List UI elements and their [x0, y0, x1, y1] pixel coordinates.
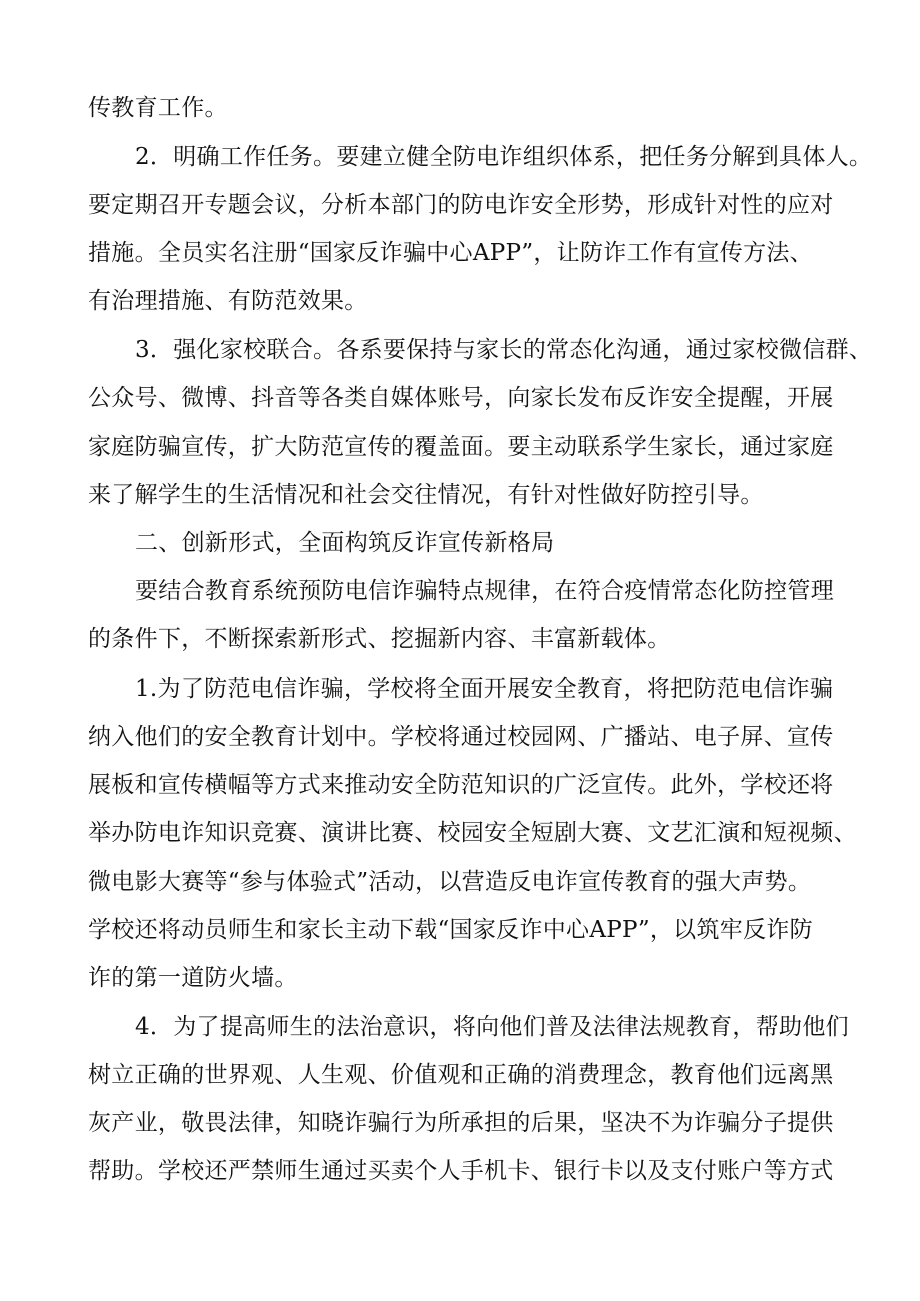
text-line: 来了解学生的生活情况和社会交往情况，有针对性做好防控引导。 — [88, 482, 764, 508]
text-line: 要定期召开专题会议，分析本部门的防电诈安全形势，形成针对性的应对 — [88, 192, 834, 218]
text-line: 灰产业，敬畏法律，知晓诈骗行为所承担的后果，坚决不为诈骗分子提供 — [88, 1110, 834, 1136]
section-heading: 二、创新形式，全面构筑反诈宣传新格局 — [135, 530, 555, 556]
text-line: 展板和宣传横幅等方式来推动安全防范知识的广泛宣传。此外，学校还将 — [88, 772, 834, 798]
text-line: 要结合教育系统预防电信诈骗特点规律，在符合疫情常态化防控管理 — [135, 578, 834, 604]
text-line: 有治理措施、有防范效果。 — [88, 288, 368, 314]
text-line: 树立正确的世界观、人生观、价值观和正确的消费理念，教育他们远离黑 — [88, 1062, 834, 1088]
text-line: 帮助。学校还严禁师生通过买卖个人手机卡、银行卡以及支付账户等方式 — [88, 1158, 834, 1184]
text-line: 2．明确工作任务。要建立健全防电诈组织体系，把任务分解到具体人。 — [135, 144, 873, 170]
text-line: 3．强化家校联合。各系要保持与家长的常态化沟通，通过家校微信群、 — [135, 337, 873, 363]
text-line: 诈的第一道防火墙。 — [88, 965, 298, 991]
text-line: 措施。全员实名注册“国家反诈骗中心APP”，让防诈工作有宣传方法、 — [88, 240, 813, 266]
text-line: 学校还将动员师生和家长主动下载“国家反诈中心APP”，以筑牢反诈防 — [88, 917, 813, 943]
text-line: 纳入他们的安全教育计划中。学校将通过校园网、广播站、电子屏、宣传 — [88, 724, 834, 750]
text-line: 的条件下，不断探索新形式、挖掘新内容、丰富新载体。 — [88, 626, 671, 652]
text-line: 举办防电诈知识竞赛、演讲比赛、校园安全短剧大赛、文艺汇演和短视频、 — [88, 820, 857, 846]
text-line: 微电影大赛等“参与体验式”活动，以营造反电诈宣传教育的强大声势。 — [88, 869, 812, 895]
text-line: 1.为了防范电信诈骗，学校将全面开展安全教育，将把防范电信诈骗 — [135, 676, 834, 702]
text-line: 家庭防骗宣传，扩大防范宣传的覆盖面。要主动联系学生家长，通过家庭 — [88, 434, 834, 460]
text-line: 4．为了提高师生的法治意识，将向他们普及法律法规教育，帮助他们 — [135, 1014, 849, 1040]
text-line: 传教育工作。 — [88, 95, 228, 121]
text-line: 公众号、微博、抖音等各类自媒体账号，向家长发布反诈安全提醒，开展 — [88, 385, 834, 411]
